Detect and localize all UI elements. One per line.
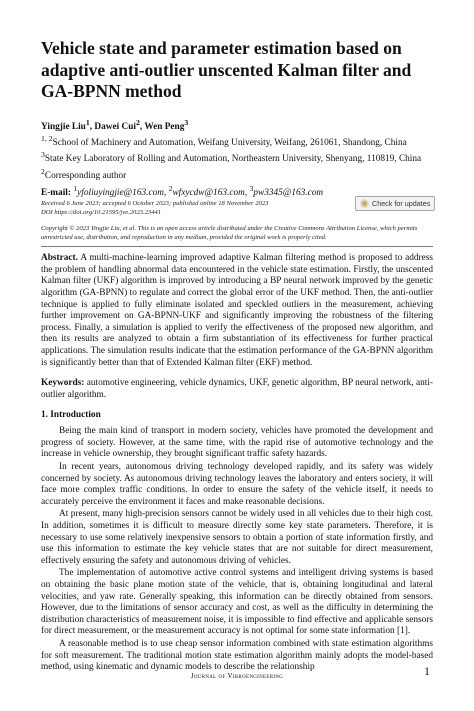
- page-number: 1: [424, 664, 430, 678]
- abstract: [41, 253, 433, 369]
- divider: [41, 246, 433, 247]
- author-name: Yingjie Liu: [41, 121, 86, 132]
- journal-footer: Journal of Vibroengineering: [190, 672, 284, 680]
- affiliation-sup: 1, 2: [41, 133, 53, 143]
- affiliation-text: School of Machinery and Automation, Weifang University, Weifang, 261061, Shandong, China: [52, 137, 407, 148]
- email-label: E-mail:: [41, 187, 71, 198]
- affiliation-text: Corresponding author: [44, 171, 127, 182]
- publication-info: [41, 199, 433, 221]
- intro-paragraph: The implementation of automotive active control systems and intelligent driving systems is based on obtaining the basic plane motion state of the vehicle, that is, obtaining longitudinal and lateral velocities, and yaw rate. Generally speaking, this information can be directly obtained from sensors. However, due to the limitations of sensor accuracy and cost, as well as the difficulty in determining the distribution characteristics of measurement noise, it is impossible to find effective and applicable sensors for direct measurement, or the measurement accuracy is not optimal for some state information [1].: [41, 568, 433, 637]
- affiliation: [41, 133, 433, 150]
- email-sup: 3: [249, 183, 254, 193]
- check-updates-button[interactable]: [355, 196, 435, 211]
- email-link[interactable]: yfoliuyingjie@163.com: [77, 187, 164, 198]
- affiliation-sup: 3: [41, 150, 45, 160]
- author-sup: 3: [184, 117, 189, 127]
- author-list: Yingjie Liu$^1$, Dawei Cui$^2$, Wen Peng$^3$: [41, 117, 189, 132]
- author-sup: 2: [135, 117, 140, 127]
- intro-paragraph: Being the main kind of transport in modern society, vehicles have promoted the development and progress of society. However, at the same time, with the rapid rise of automotive technology and the increase in vehicle ownership, they brought significant traffic safety hazards.: [41, 426, 433, 460]
- intro-paragraph: A reasonable method is to use cheap sensor information combined with state estimation algorithms for soft measurement. The traditional motion state estimation algorithm mainly adopts the model-based method, using kinematic and dynamic models to describe the relationship: [41, 638, 433, 673]
- crossmark-icon: [360, 199, 369, 208]
- doi-link[interactable]: DOI https://doi.org/10.21595/jve.2023.23441: [41, 209, 162, 217]
- copyright-notice: Copyright © 2023 Yingjie Liu, et al. This is an open access article distributed under the Creative Commons Attribution License, which permits unrestricted use, distribution, and reproduction in any medium, provided the original work is properly cited.: [41, 225, 418, 241]
- author-sup: 1: [85, 117, 90, 127]
- intro-paragraph: In recent years, autonomous driving technology developed rapidly, and its safety was widely concerned by society. As autonomous driving technology leaves the laboratory and enters society, it will face more complex traffic conditions. In order to ensure the safety of the vehicle itself, it needs to accurately perceive the environment it faces and make reasonable decisions.: [41, 462, 433, 507]
- keywords-label: Keywords:: [41, 378, 85, 389]
- abstract-label: Abstract.: [41, 253, 78, 264]
- author-name: Dawei Cui: [94, 121, 136, 132]
- abstract-text: A multi-machine-learning improved adaptive Kalman filtering method is proposed to address the problem of handling abnormal data encountered in the vehicle state estimation. Firstly, the unscented Kalman filter (UKF) algorithm is improved by introducing a BP neural network improved by the genetic algorithm (GA-BPNN) to regulate and correct the global error of the UKF method. Then, the anti-outlier technique is applied to fully eliminate isolated and speckled outliers in the measurement, achieving further improvement on GA-BPNN-UKF and significantly improving the robustness of the filtering process. Finally, a simulation is applied to verify the effectiveness of the proposed new algorithm, and then its results are analyzed to obtain a firm substantiation of its effectiveness for further practical applications. The simulation results indicate that the estimation performance of the GA-BPNN algorithm is significantly better than that of Extended Kalman filter (EKF) method.: [41, 253, 434, 368]
- publication-dates: Received 6 June 2023; accepted 6 October 2023; published online 18 November 2023: [41, 200, 269, 208]
- email-sup: 1: [73, 183, 78, 193]
- corresponding-note: [41, 166, 433, 183]
- affiliation: [41, 149, 433, 166]
- affiliation-sup: 2: [41, 166, 45, 176]
- affiliation-text: State Key Laboratory of Rolling and Automation, Northeastern University, Shenyang, 110819, China: [44, 154, 422, 165]
- section-heading: 1. Introduction: [41, 410, 101, 421]
- email-link[interactable]: wfxycdw@163.com: [172, 187, 245, 198]
- email-link[interactable]: pw3345@163.com: [253, 187, 324, 198]
- keywords-text: automotive engineering, vehicle dynamics, UKF, genetic algorithm, BP neural network, anti-outlier algorithm.: [41, 378, 433, 400]
- keywords: [41, 378, 433, 401]
- paper-page: [41, 38, 433, 675]
- email-sup: 2: [168, 183, 173, 193]
- intro-paragraph: At present, many high-precision sensors cannot be widely used in all vehicles due to their high cost. In addition, sometimes it is difficult to measure directly some key state parameters. Therefore, it is necessary to use some relatively inexpensive sensors to obtain a portion of state information firstly, and use this information to estimate the key vehicle states that are not suitable for direct measurement, effectively ensuring the safety and autonomous driving of vehicles.: [41, 509, 433, 566]
- author-name: Wen Peng: [144, 121, 185, 132]
- email-line: E-mail: $^1$yfoliuyingjie@163.com, $^2$wfxycdw@163.com, $^3$pw3345@163.com: [41, 183, 324, 198]
- paper-title: Vehicle state and parameter estimation based on adaptive anti-outlier unscented Kalman filter and GA-BPNN method: [41, 38, 412, 101]
- check-updates-label: Check for updates: [372, 199, 431, 209]
